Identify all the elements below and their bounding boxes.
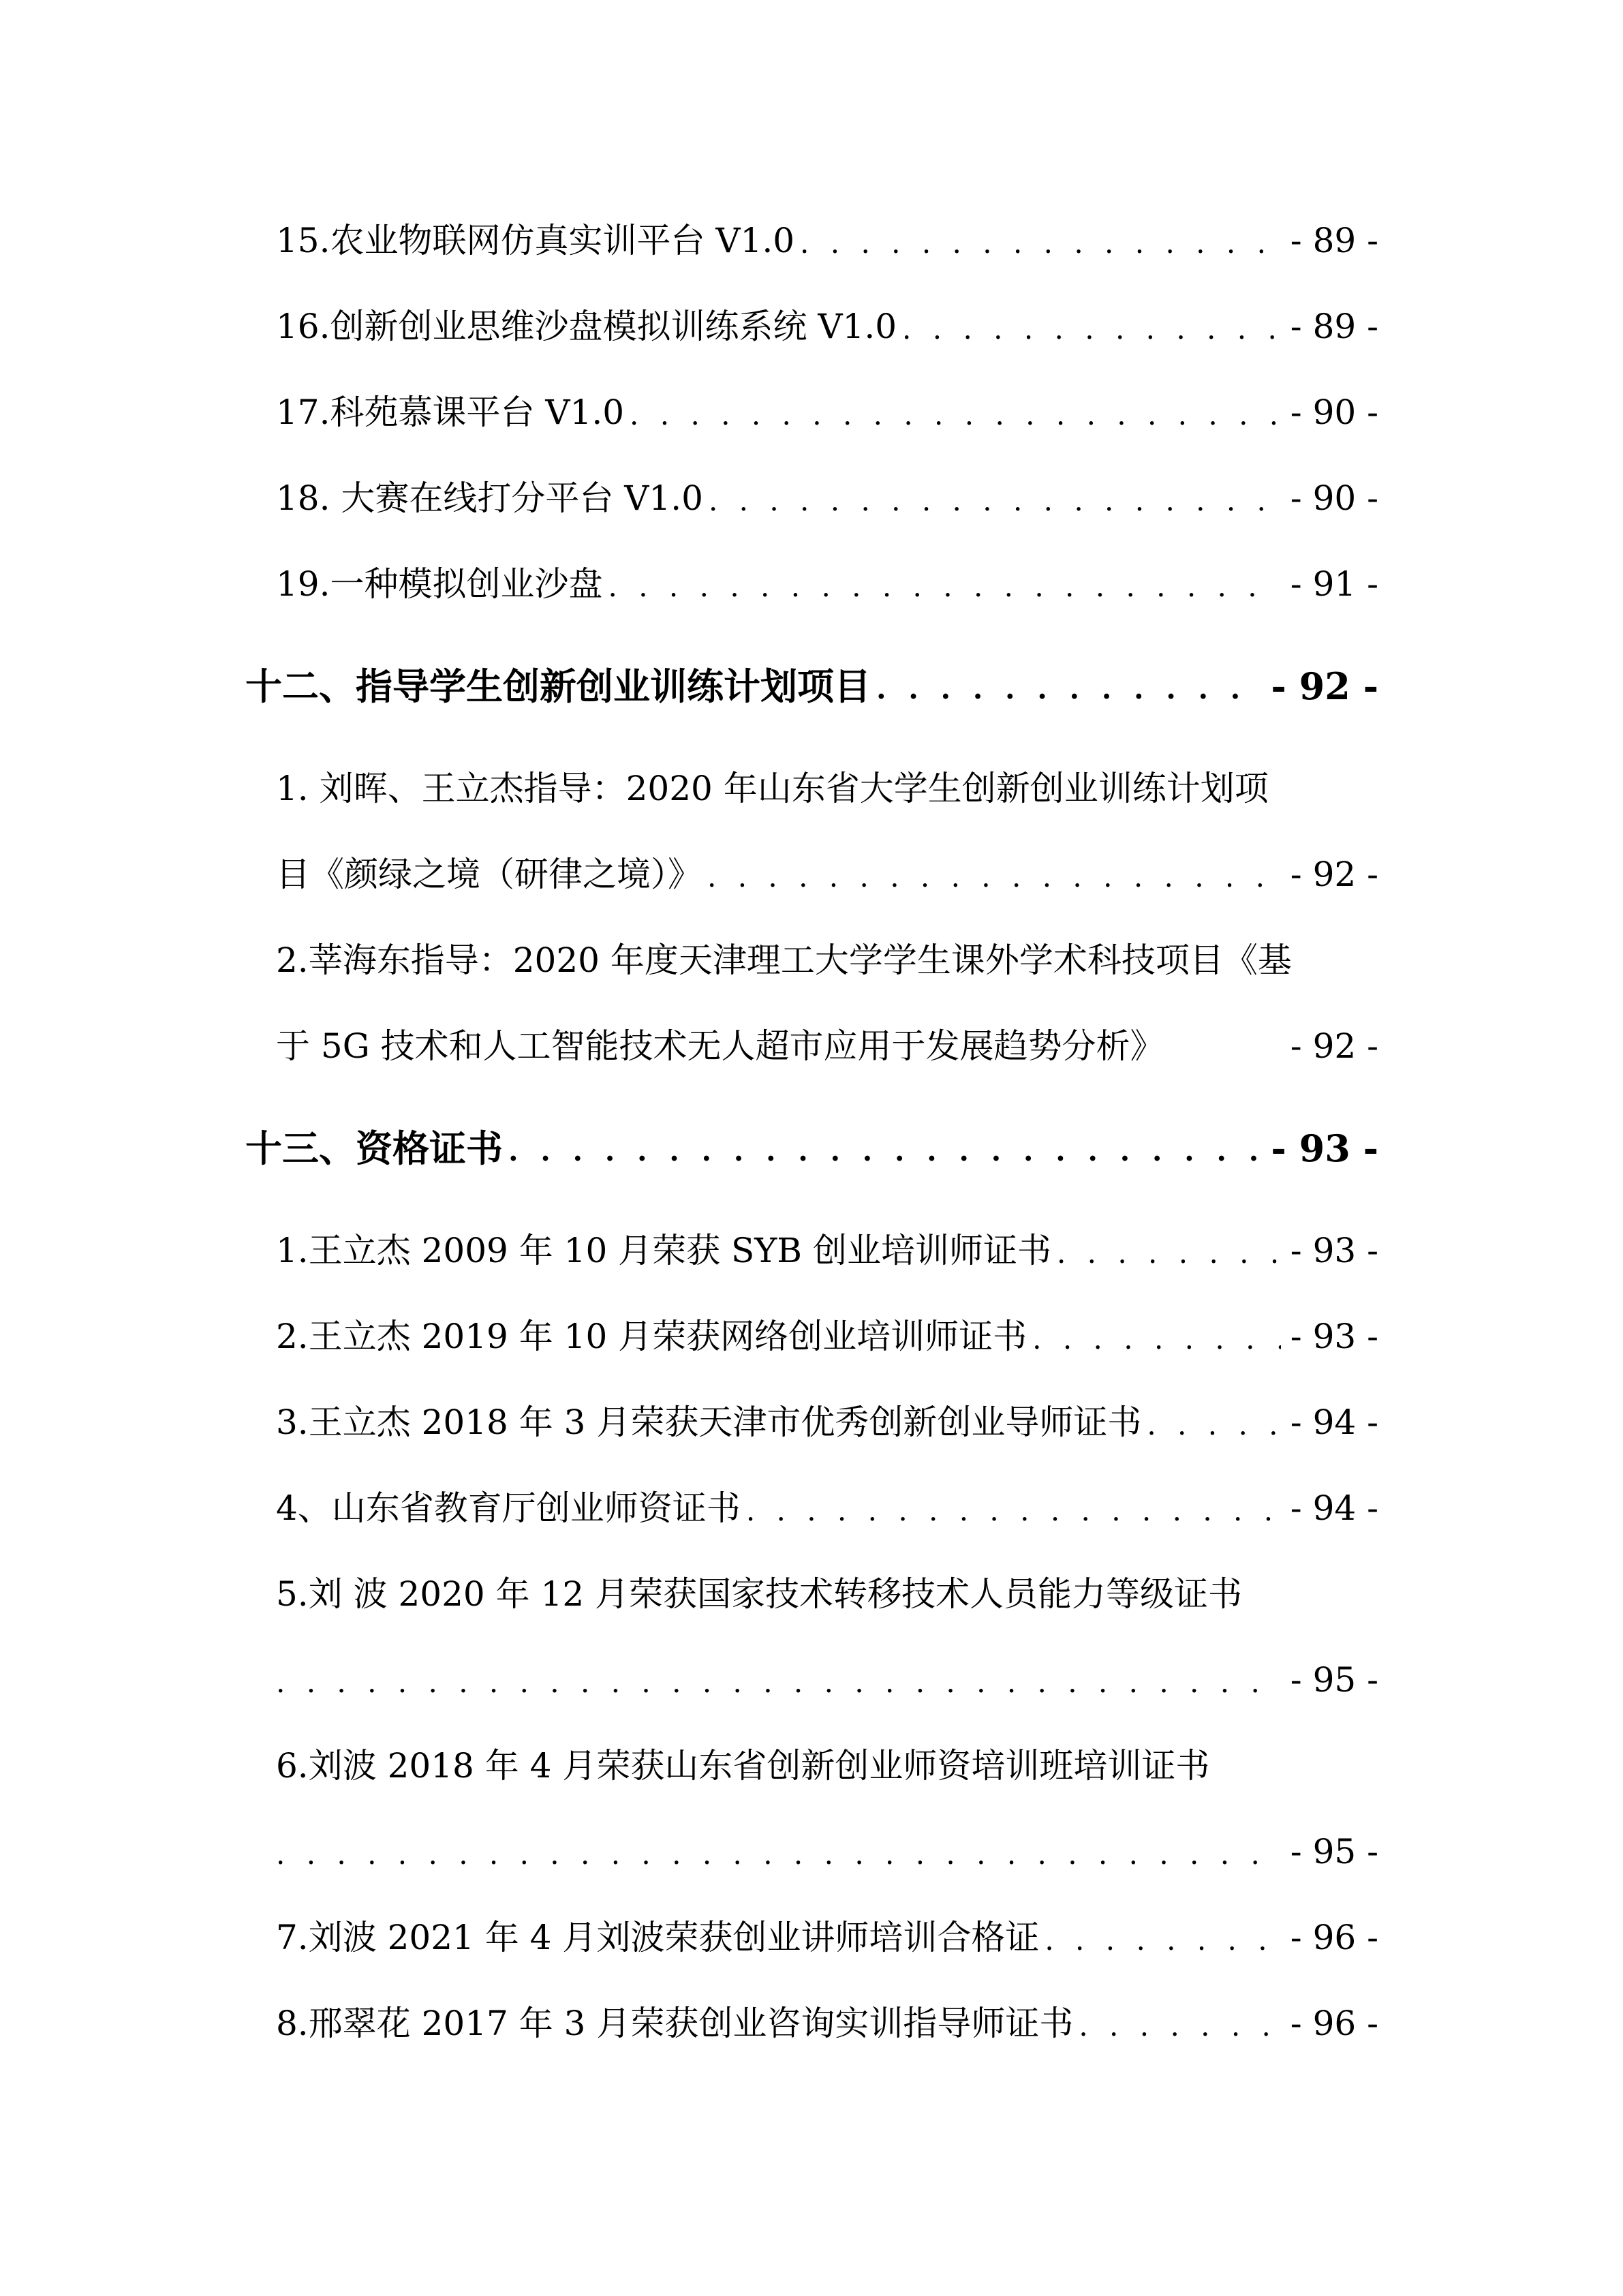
dot-leader [709,470,1281,532]
toc-entry-title: 1.王立杰 2009 年 10 月荣获 SYB 创业培训师证书 [276,1231,1051,1270]
toc-entry[interactable] [276,553,1378,615]
toc-entry-page: - 92 - [1290,855,1378,894]
toc-entry[interactable] [276,1993,1378,2054]
toc-entry-page: - 93 - [1290,1317,1378,1356]
toc-entry-title: 17.科苑慕课平台 V1.0 [276,393,625,432]
toc-entry-page: - 92 - [1290,1026,1378,1066]
toc-entry-title: 16.创新创业思维沙盘模拟训练系统 V1.0 [276,307,897,346]
dot-leader [876,658,1261,720]
toc-entry-page: - 90 - [1290,393,1378,432]
section-title: 十二、指导学生创新创业训练计划项目 [245,664,871,708]
toc-entry[interactable] [276,1907,1378,1968]
dot-leader [1079,1995,1280,2057]
section-title: 十三、资格证书 [245,1127,503,1170]
dot-leader [630,384,1281,446]
toc-entry-page: - 96 - [1290,2004,1378,2043]
toc-entry-title: 15.农业物联网仿真实训平台 V1.0 [276,221,795,260]
section-page: - 93 - [1271,1127,1378,1170]
dot-leader [276,1824,1281,1885]
dot-leader [508,1120,1261,1182]
toc-entry-page: - 90 - [1290,478,1378,518]
toc-entry-page: - 89 - [1290,307,1378,346]
toc-section-heading[interactable] [245,656,1378,717]
toc-entry-page: - 93 - [1290,1231,1378,1270]
toc-entry-page: - 94 - [1290,1488,1378,1528]
dot-leader [276,1652,1281,1713]
toc-entry-line1[interactable]: 2.莘海东指导：2020 年度天津理工大学学生课外学术科技项目《基 [276,940,1292,980]
dot-leader [1032,1308,1281,1370]
toc-entry-title: 2.王立杰 2019 年 10 月荣获网络创业培训师证书 [276,1317,1027,1356]
toc-entry-page: - 94 - [1290,1403,1378,1442]
toc-entry-line1[interactable]: 6.刘波 2018 年 4 月荣获山东省创新创业师资培训班培训证书 [276,1746,1210,1786]
dot-leader [608,556,1281,617]
toc-entry[interactable] [276,296,1378,357]
toc-entry-title: 3.王立杰 2018 年 3 月荣获天津市优秀创新创业导师证书 [276,1403,1142,1442]
toc-entry-page: - 89 - [1290,221,1378,260]
toc-entry[interactable] [276,210,1378,271]
section-page: - 92 - [1271,664,1378,708]
toc-entry-title: 7.刘波 2021 年 4 月刘波荣获创业讲师培训合格证 [276,1918,1040,1957]
toc-section-heading[interactable] [245,1118,1378,1179]
toc-entry-title: 18. 大赛在线打分平台 V1.0 [276,478,703,518]
toc-entry-line1[interactable]: 1. 刘晖、王立杰指导：2020 年山东省大学生创新创业训练计划项 [276,769,1269,808]
toc-entry[interactable] [276,1478,1378,1539]
toc-entry[interactable] [276,1306,1378,1367]
dot-leader [902,299,1281,360]
toc-entry-line1[interactable]: 5.刘 波 2020 年 12 月荣获国家技术转移技术人员能力等级证书 [276,1574,1243,1614]
dot-leader [746,1480,1281,1542]
toc-entry-title: 4、山东省教育厅创业师资证书 [276,1488,741,1528]
dot-leader [800,213,1281,274]
toc-entry-page: - 91 - [1290,564,1378,604]
toc-entry[interactable] [276,1649,1378,1711]
toc-entry-title: 目《颜绿之境（研律之境）》 [276,855,702,894]
dot-leader [1045,1910,1280,1971]
toc-entry[interactable] [276,1392,1378,1453]
toc-entry[interactable] [276,382,1378,443]
toc-entry[interactable] [276,1220,1378,1281]
dot-leader [1147,1394,1280,1456]
toc-entry-title: 19.一种模拟创业沙盘 [276,564,603,604]
toc-entry-page: - 95 - [1290,1660,1378,1700]
toc-entry-title: 8.邢翠花 2017 年 3 月荣获创业咨询实训指导师证书 [276,2004,1074,2043]
dot-leader [1057,1223,1281,1284]
toc-entry[interactable] [276,844,1378,905]
toc-entry[interactable] [276,468,1378,529]
toc-entry[interactable] [276,1015,1378,1077]
dot-leader [707,846,1281,908]
toc-entry-page: - 96 - [1290,1918,1378,1957]
toc-entry[interactable] [276,1821,1378,1882]
toc-entry-page: - 95 - [1290,1832,1378,1871]
toc-entry-title: 于 5G 技术和人工智能技术无人超市应用于发展趋势分析》 [276,1026,1164,1066]
